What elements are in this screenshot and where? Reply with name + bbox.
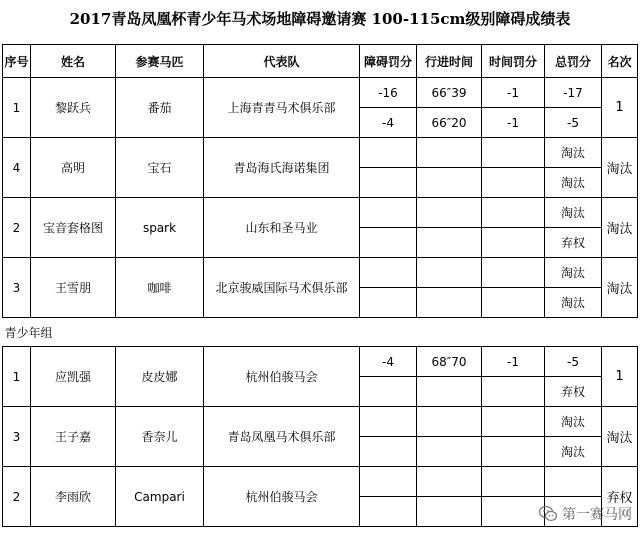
cell-total-penalty: -5 (545, 347, 602, 377)
cell-total-penalty: -5 (545, 108, 602, 138)
cell-time (417, 168, 482, 198)
cell-obstacle-penalty (360, 437, 417, 467)
cell-time-penalty (482, 497, 545, 527)
cell-time (417, 258, 482, 288)
cell-horse: 皮皮娜 (116, 347, 204, 407)
cell-time-penalty (482, 437, 545, 467)
cell-time (417, 377, 482, 407)
cell-time-penalty (482, 228, 545, 258)
cell-time (417, 497, 482, 527)
cell-time (417, 467, 482, 497)
cell-time-penalty (482, 467, 545, 497)
cell-team: 北京骏威国际马术俱乐部 (204, 258, 360, 318)
cell-no: 1 (3, 347, 31, 407)
cell-horse: 宝石 (116, 138, 204, 198)
cell-obstacle-penalty (360, 228, 417, 258)
cell-no: 3 (3, 258, 31, 318)
watermark-text: 第一赛马网 (562, 507, 632, 523)
cell-time-penalty (482, 138, 545, 168)
cell-obstacle-penalty (360, 198, 417, 228)
cell-time-penalty (482, 377, 545, 407)
cell-rank: 淘汰 (602, 198, 638, 258)
cell-name: 黎跃兵 (31, 78, 116, 138)
cell-name: 应凯强 (31, 347, 116, 407)
table-header-row (3, 45, 638, 78)
cell-obstacle-penalty (360, 497, 417, 527)
table-row (3, 347, 638, 377)
cell-time-penalty: -1 (482, 78, 545, 108)
header-time: 行进时间 (417, 45, 482, 78)
cell-time: 66″39 (417, 78, 482, 108)
table-row (3, 138, 638, 168)
group-label: 青少年组 (3, 318, 638, 347)
cell-time-penalty (482, 288, 545, 318)
cell-obstacle-penalty: -16 (360, 78, 417, 108)
cell-total-penalty: 弃权 (545, 228, 602, 258)
cell-total-penalty (545, 467, 602, 497)
cell-time (417, 288, 482, 318)
cell-name: 王子嘉 (31, 407, 116, 467)
header-total-penalty: 总罚分 (545, 45, 602, 78)
cell-time-penalty (482, 198, 545, 228)
header-name: 姓名 (31, 45, 116, 78)
cell-obstacle-penalty (360, 168, 417, 198)
cell-total-penalty: 淘汰 (545, 138, 602, 168)
cell-total-penalty: -17 (545, 78, 602, 108)
header-team: 代表队 (204, 45, 360, 78)
cell-time-penalty (482, 168, 545, 198)
cell-rank: 淘汰 (602, 138, 638, 198)
cell-rank: 1 (602, 347, 638, 407)
cell-horse: 咖啡 (116, 258, 204, 318)
cell-horse: 番茄 (116, 78, 204, 138)
table-row (3, 258, 638, 288)
cell-name: 王雪朋 (31, 258, 116, 318)
cell-time-penalty: -1 (482, 108, 545, 138)
cell-rank: 淘汰 (602, 407, 638, 467)
cell-time-penalty (482, 407, 545, 437)
cell-no: 2 (3, 198, 31, 258)
header-horse: 参赛马匹 (116, 45, 204, 78)
cell-time (417, 138, 482, 168)
table-row (3, 78, 638, 108)
cell-team: 杭州伯骏马会 (204, 347, 360, 407)
cell-time (417, 228, 482, 258)
cell-rank: 弃权 (602, 467, 638, 527)
cell-obstacle-penalty (360, 138, 417, 168)
cell-horse: 香奈儿 (116, 407, 204, 467)
cell-obstacle-penalty: -4 (360, 347, 417, 377)
header-no: 序号 (3, 45, 31, 78)
cell-horse: spark (116, 198, 204, 258)
cell-rank: 1 (602, 78, 638, 138)
cell-no: 1 (3, 78, 31, 138)
cell-total-penalty: 淘汰 (545, 288, 602, 318)
cell-obstacle-penalty (360, 377, 417, 407)
cell-total-penalty: 淘汰 (545, 258, 602, 288)
cell-team: 青岛海氏海诺集团 (204, 138, 360, 198)
table-row (3, 198, 638, 228)
cell-obstacle-penalty (360, 288, 417, 318)
group-row (3, 318, 638, 347)
cell-time: 68″70 (417, 347, 482, 377)
cell-time (417, 407, 482, 437)
cell-time: 66″20 (417, 108, 482, 138)
results-table (2, 44, 638, 527)
cell-name: 李雨欣 (31, 467, 116, 527)
cell-rank: 淘汰 (602, 258, 638, 318)
cell-time-penalty (482, 258, 545, 288)
cell-total-penalty: 淘汰 (545, 407, 602, 437)
cell-time (417, 437, 482, 467)
table-row (3, 407, 638, 437)
cell-horse: Campari (116, 467, 204, 527)
cell-total-penalty: 淘汰 (545, 198, 602, 228)
cell-obstacle-penalty (360, 407, 417, 437)
cell-team: 上海青青马术俱乐部 (204, 78, 360, 138)
header-rank: 名次 (602, 45, 638, 78)
cell-team: 青岛凤凰马术俱乐部 (204, 407, 360, 467)
table-row (3, 467, 638, 497)
cell-obstacle-penalty: -4 (360, 108, 417, 138)
cell-no: 3 (3, 407, 31, 467)
cell-name: 高明 (31, 138, 116, 198)
cell-time (417, 198, 482, 228)
cell-total-penalty (545, 497, 602, 527)
header-obstacle-penalty: 障碍罚分 (360, 45, 417, 78)
cell-total-penalty: 弃权 (545, 377, 602, 407)
cell-no: 4 (3, 138, 31, 198)
cell-total-penalty: 淘汰 (545, 437, 602, 467)
cell-total-penalty: 淘汰 (545, 168, 602, 198)
header-time-penalty: 时间罚分 (482, 45, 545, 78)
cell-no: 2 (3, 467, 31, 527)
cell-name: 宝音套格图 (31, 198, 116, 258)
cell-obstacle-penalty (360, 467, 417, 497)
page-title: 2017青岛凤凰杯青少年马术场地障碍邀请赛 100-115cm级别障碍成绩表 (69, 10, 571, 28)
cell-time-penalty: -1 (482, 347, 545, 377)
cell-team: 山东和圣马业 (204, 198, 360, 258)
cell-obstacle-penalty (360, 258, 417, 288)
cell-team: 杭州伯骏马会 (204, 467, 360, 527)
